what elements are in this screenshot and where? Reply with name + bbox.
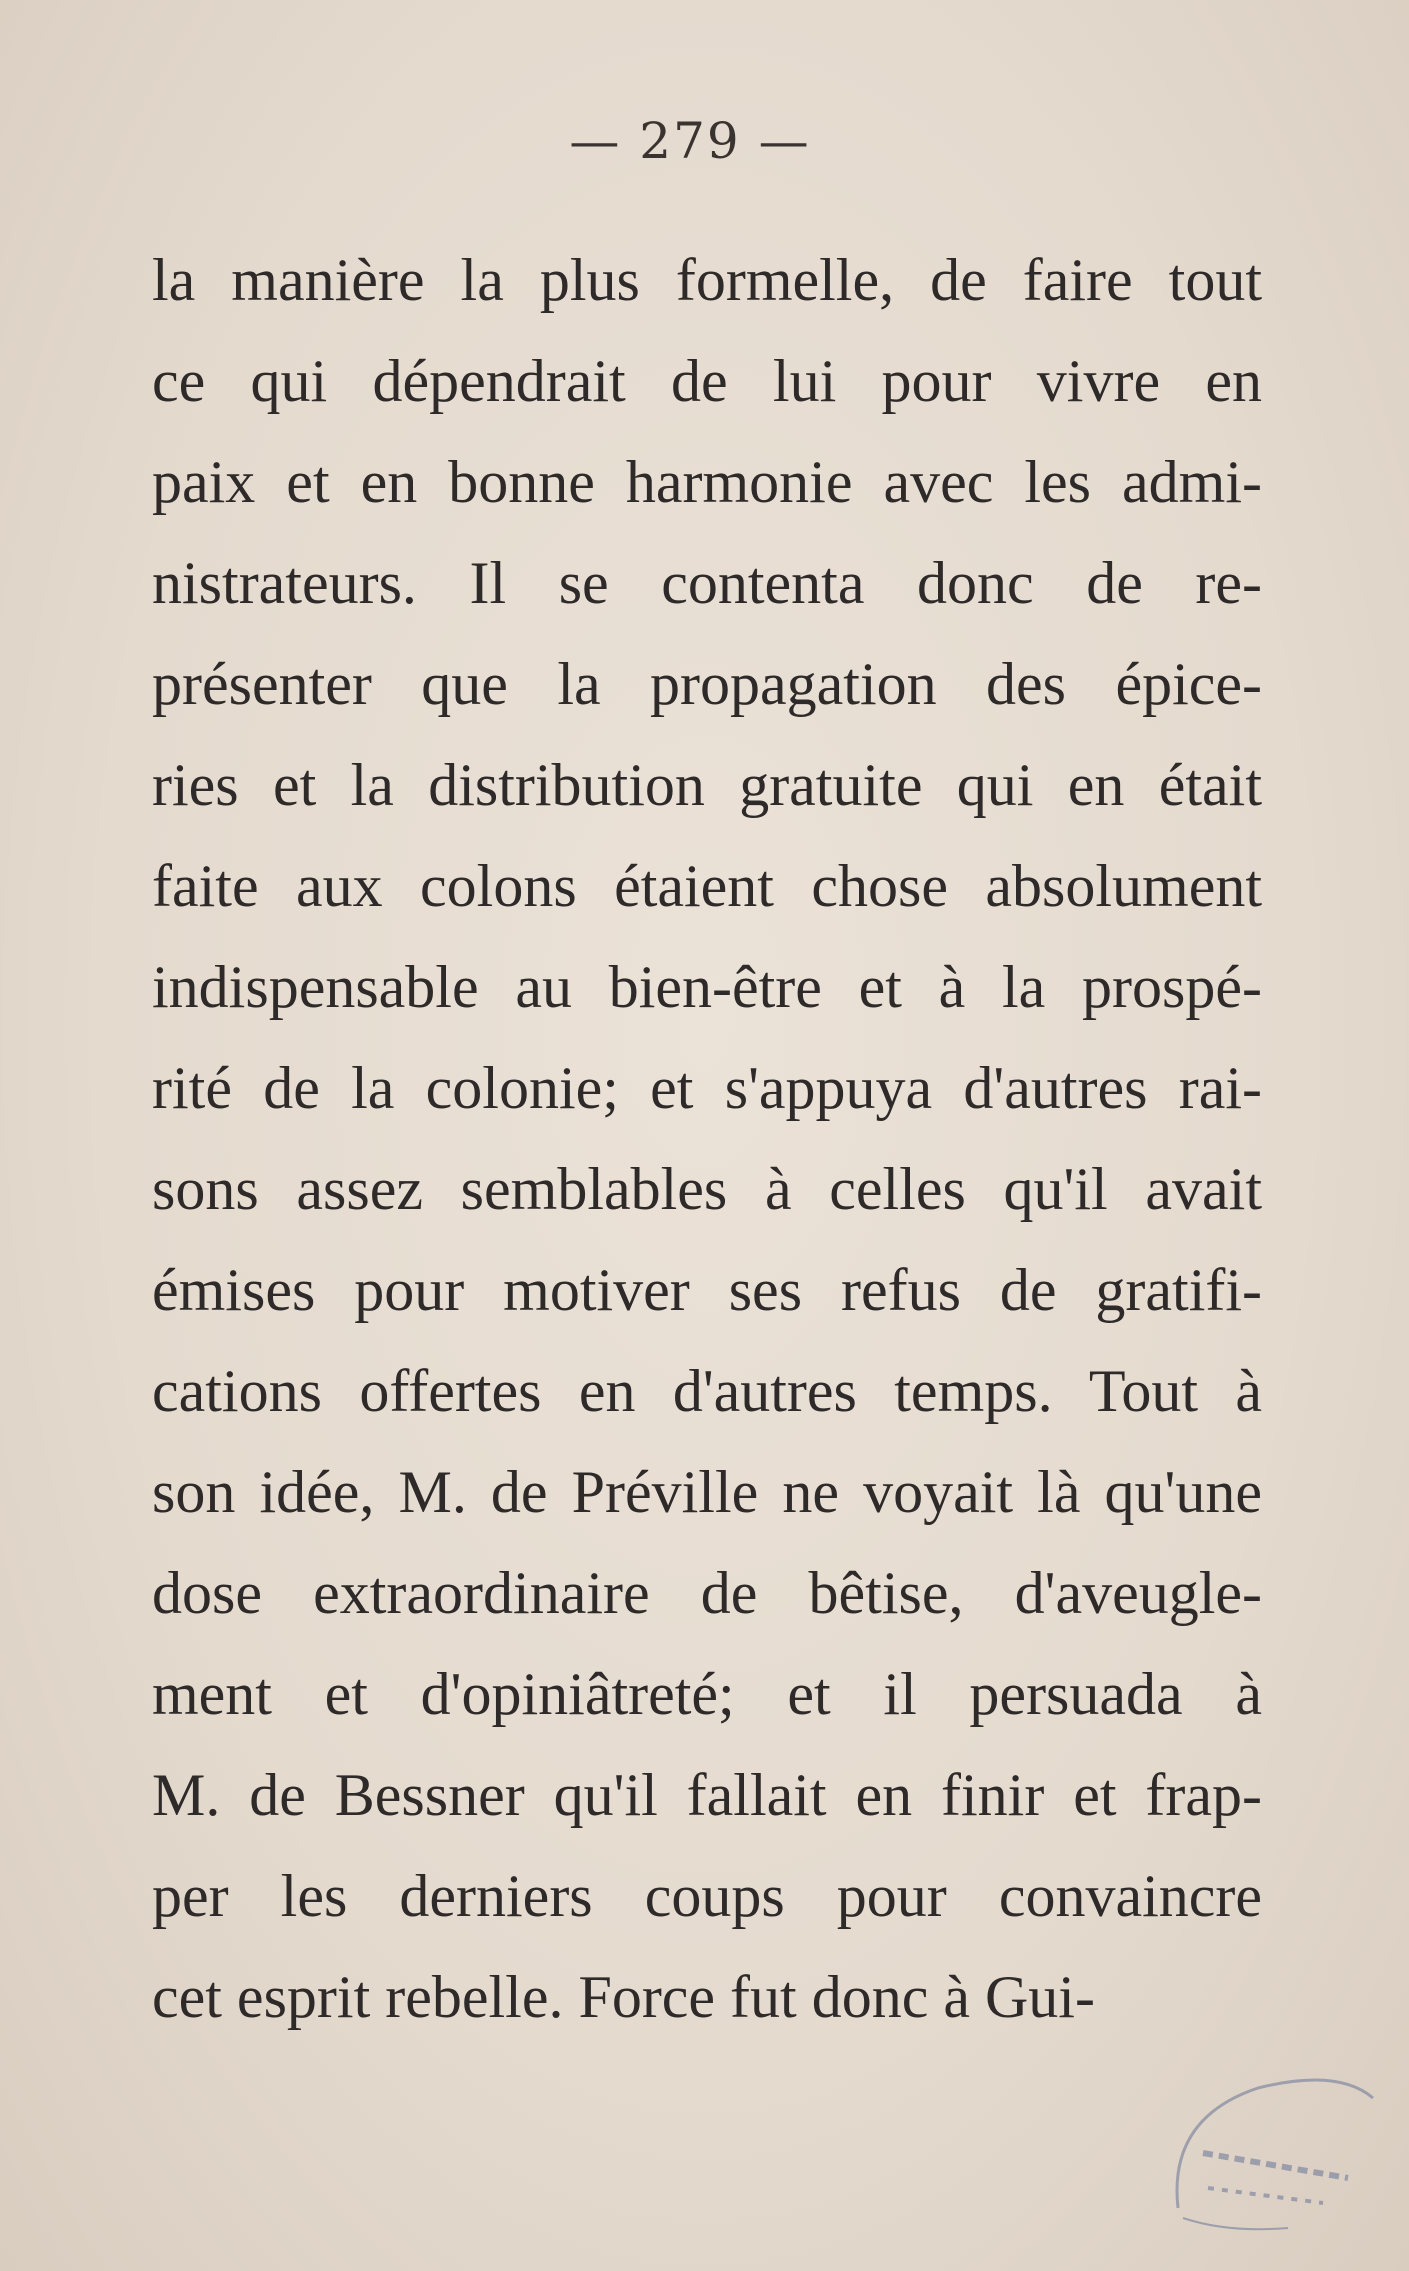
text-line: sons assez semblables à celles qu'il avait [152,1156,1262,1222]
text-line: paix et en bonne harmonie avec les admi- [152,449,1262,515]
text-line: son idée, M. de Préville ne voyait là qu'une [152,1459,1262,1525]
page-number: — 279 — [569,112,811,170]
text-line: faite aux colons étaient chose absolument [152,853,1262,919]
text-line: ment et d'opiniâtreté; et il persuada à [152,1661,1262,1727]
text-line: per les derniers coups pour convaincre [152,1863,1262,1929]
text-line: la manière la plus formelle, de faire tout [152,247,1262,313]
text-line: nistrateurs. Il se contenta donc de re- [152,550,1262,616]
text-line: émises pour motiver ses refus de gratifi- [152,1257,1262,1323]
text-line: indispensable au bien-être et à la prospé- [152,954,1262,1020]
text-line: M. de Bessner qu'il fallait en finir et frap- [152,1762,1262,1828]
text-line: présenter que la propagation des épice- [152,651,1262,717]
text-line: cet esprit rebelle. Force fut donc à Gui- [152,1964,1095,2030]
text-line: dose extraordinaire de bêtise, d'aveugle- [152,1560,1262,1626]
text-line: rité de la colonie; et s'appuya d'autres rai- [152,1055,1262,1121]
text-line: ce qui dépendrait de lui pour vivre en [152,348,1262,414]
text-line: ries et la distribution gratuite qui en était [152,752,1262,818]
body-text [152,230,1262,2048]
library-stamp-icon [1148,2058,1378,2238]
text-line: cations offertes en d'autres temps. Tout à [152,1358,1262,1424]
